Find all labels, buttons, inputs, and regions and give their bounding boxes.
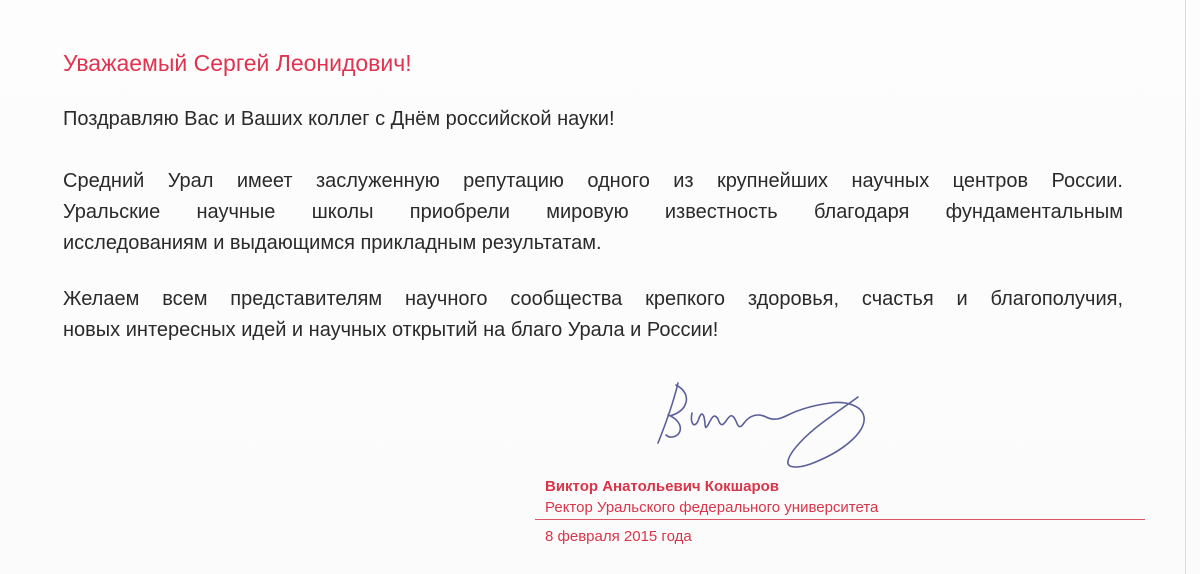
paragraph-line: Уральские научные школы приобрели мировую известность благодаря фундаментальным <box>63 201 1123 223</box>
signature-divider <box>535 519 1145 520</box>
letter-paragraph-congratulation <box>63 104 1123 135</box>
letter-greeting: Уважаемый Сергей Леонидович! <box>63 50 412 76</box>
signature-stroke <box>658 383 864 467</box>
paragraph-line: Желаем всем представителям научного сообщества крепкого здоровья, счастья и благополучия, <box>63 288 1123 310</box>
paragraph-line: новых интересных идей и научных открытий на благо Урала и России! <box>63 319 719 341</box>
paragraph-line: исследованиям и выдающимся прикладным результатам. <box>63 232 602 254</box>
signer-name: Виктор Анатольевич Кокшаров <box>545 478 780 495</box>
letter-paragraph-wishes <box>63 284 1123 346</box>
paragraph-line: Средний Урал имеет заслуженную репутацию одного из крупнейших научных центров России. <box>63 170 1123 192</box>
page-edge <box>1185 0 1186 574</box>
signer-title: Ректор Уральского федерального университета <box>545 499 879 516</box>
handwritten-signature <box>640 365 890 480</box>
letter-paragraph-reputation <box>63 166 1123 259</box>
letter-date: 8 февраля 2015 года <box>545 528 692 545</box>
paragraph-line: Поздравляю Вас и Ваших коллег с Днём российской науки! <box>63 108 615 130</box>
